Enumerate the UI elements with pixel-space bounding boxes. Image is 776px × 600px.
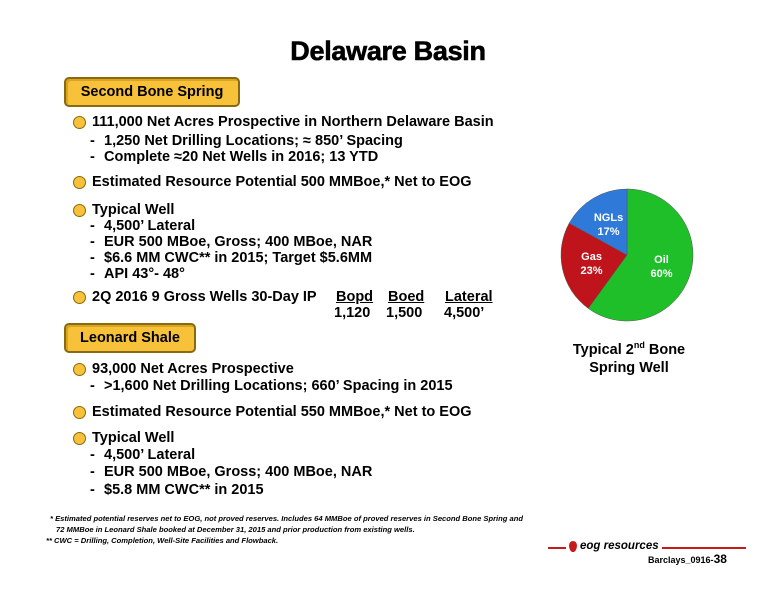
ip-header-lateral: Lateral [445,289,493,305]
sub-bullet: - 1,250 Net Drilling Locations; ≈ 850’ Spacing [90,133,403,149]
bullet-text: Estimated Resource Potential 550 MMBoe,* Net to EOG [92,404,472,420]
sub-bullet: - $6.6 MM CWC** in 2015; Target $5.6MM [90,250,373,266]
bullet-icon [73,291,86,304]
bullet-typical-well [73,202,174,218]
ip-header-boed: Boed [388,289,425,305]
pie-label-ngls: NGLs [593,211,624,224]
bullet-text: Typical Well [92,202,175,218]
bullet-icon [73,432,86,445]
slide-title: Delaware Basin [290,36,486,66]
sub-bullet: - EUR 500 MBoe, Gross; 400 MBoe, NAR [90,464,373,480]
sub-bullet: - Complete ≈20 Net Wells in 2016; 13 YTD [90,149,379,165]
bullet-text: Typical Well [92,430,175,446]
ip-value-bopd: 1,120 [334,305,371,321]
bullet-resource-potential [73,404,472,420]
sub-bullet: - $5.8 MM CWC** in 2015 [90,482,264,498]
pie-label-gas: Gas [581,250,602,263]
eog-logo: eog resources [566,540,662,552]
ip-header-bopd: Bopd [336,289,374,305]
chart-caption: Typical 2nd Bone Spring Well [572,340,686,376]
sub-bullet: - >1,600 Net Drilling Locations; 660’ Spacing in 2015 [90,378,453,394]
footnote-reserves-cont: 72 MMBoe in Leonard Shale booked at December 31, 2015 and prior production from existing wells. [56,525,415,534]
ip-value-lateral: 4,500’ [444,305,485,321]
pie-value-oil: 60% [650,268,673,281]
product-mix-pie-chart [560,188,694,322]
bullet-icon [73,116,86,129]
bullet-text: 111,000 Net Acres Prospective in Northern Delaware Basin [92,114,494,130]
bullet-typical-well [73,430,174,446]
footnote-reserves: * Estimated potential reserves net to EOG, not proved reserves. Includes 64 MMBoe of proved reserves in Second Bone Spring and [50,514,524,523]
bullet-text: 2Q 2016 9 Gross Wells 30-Day IP [92,289,317,305]
pie-value-ngls: 17% [597,225,620,238]
sub-bullet: - 4,500’ Lateral [90,447,196,463]
eog-logo-icon [569,541,577,552]
pie-value-gas: 23% [580,264,603,277]
bullet-text: 93,000 Net Acres Prospective [92,361,294,377]
section-label-second-bone-spring: Second Bone Spring [64,77,240,107]
pie-label-oil: Oil [654,254,669,267]
page-identifier: Barclays_0916-38 [648,552,727,566]
bullet-text: Estimated Resource Potential 500 MMBoe,* Net to EOG [92,174,472,190]
bullet-net-acres [73,361,294,377]
footnote-cwc: ** CWC = Drilling, Completion, Well-Site Facilities and Flowback. [46,536,279,545]
bullet-icon [73,406,86,419]
bullet-icon [73,363,86,376]
bullet-resource-potential [73,174,472,190]
sub-bullet: - EUR 500 MBoe, Gross; 400 MBoe, NAR [90,234,373,250]
bullet-30-day-ip [73,289,317,305]
sub-bullet: - 4,500’ Lateral [90,218,196,234]
section-label-leonard-shale: Leonard Shale [64,323,196,353]
bullet-icon [73,176,86,189]
bullet-icon [73,204,86,217]
bullet-net-acres [73,114,494,130]
ip-value-boed: 1,500 [386,305,423,321]
sub-bullet: - API 43°- 48° [90,266,185,282]
